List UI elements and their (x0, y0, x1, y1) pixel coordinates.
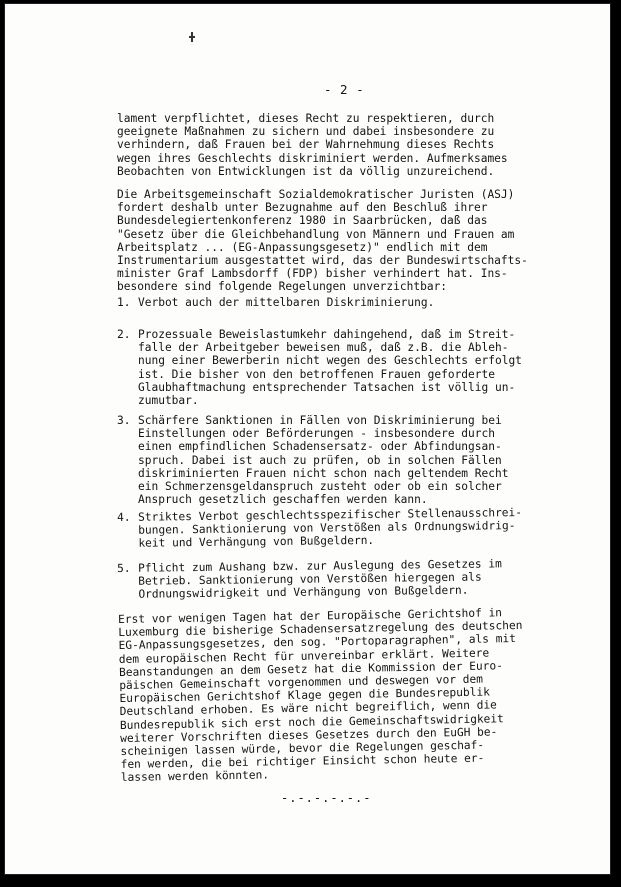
list-item-number: 5. (117, 561, 131, 575)
list-item-4 (117, 506, 558, 564)
list-item-number: 3. (117, 414, 131, 427)
list-item-text: Pflicht zum Aushang bzw. zur Auslegung des Gesetzes im Betrieb. Sanktionierung von Verstößen hiergegen als Ordnungswidrigkeit und Verhängung von Bußgeldern. (137, 557, 502, 602)
end-mark: -.-.-.-.-.- (281, 791, 372, 805)
list-item-number: 4. (117, 510, 131, 524)
list-item-3 (117, 414, 557, 507)
list-item-text: Verbot auch der mittelbaren Diskriminierung. (138, 296, 435, 309)
asj-paragraph: Die Arbeitsgemeinschaft Sozialdemokratischer Juristen (ASJ) fordert deshalb unter Bezugnahme auf den Beschluß ihrer Bundesdelegiertenkonferenz 1980 in Saarbrücken, daß das "Gesetz über die Gleichbehandlung von Männern und Frauen am Arbeitsplatz ... (EG-Anpassungsgesetz)" endlich mit dem Instrumentarium ausgestattet wird, das der Bundeswirtschafts- minister Graf Lambsdorff (FDP) bisher verhindert hat. Ins- besondere sind folgende Regelungen unverzichtbar: (117, 188, 528, 294)
list-item-text: Schärfere Sanktionen in Fällen von Diskriminierung bei Einstellungen oder Beförderungen - insbesondere durch einen empfindlichen Schadensersatz- oder Abfindungsan- spruch. Dabei ist auch zu prüfen, ob in solchen Fällen diskriminierten Frauen nicht schon nach geltendem Recht ein Schmerzensgeldanspruch zusteht oder ob ein solcher Anspruch gesetzlich geschaffen werden kann. (138, 414, 509, 507)
list-item-2 (117, 328, 557, 408)
document-page (4, 3, 611, 875)
closing-paragraph: Erst vor wenigen Tagen hat der Europäische Gerichtshof in Luxemburg die bisherige Schadensersatzregelung des deutschen EG-Anpassungsgesetzes, den sog. "Portoparagraphen", als mit dem europäischen Recht für unvereinbar erklärt. Weitere Beanstandungen an dem Gesetz hat die Kommission der Euro- päischen Gemeinschaft vorgenommen und deswegen vor dem Europäischen Gerichtshof Klage gegen die Bundesrepublik Deutschland erhoben. Es wäre nicht begreiflich, wenn die Bundesrepublik sich erst noch die Gemeinschaftswidrigkeit weiterer Vorschriften dieses Gesetzes durch den EuGH be- scheinigen lassen würde, bevor die Regelungen geschaf- fen werden, die bei richtiger Einsicht schon heute er- lassen werden könnten. (118, 606, 523, 785)
intro-paragraph: lament verpflichtet, dieses Recht zu respektieren, durch geeignete Maßnahmen zu sichern und dabei insbesondere zu verhindern, daß Frauen bei der Wahrnehmung dieses Rechts wegen ihres Geschlechts diskriminiert werden. Aufmerksames Beobachten von Entwicklungen ist da völlig unzureichend. (117, 112, 508, 178)
list-item-number: 1. (117, 296, 131, 309)
list-item-number: 2. (117, 328, 131, 341)
list-item-text: Prozessuale Beweislastumkehr dahingehend, daß im Streit- falle der Arbeitgeber beweisen muß, daß z.B. die Ableh- nung einer Bewerberin nicht wegen des Geschlechts erfolgt ist. Die bisher von den betroffenen Frauen geforderte Glaubhaftmachung entsprechender Tatsachen ist völlig un- zumutbar. (138, 328, 522, 408)
page-number: - 2 - (324, 82, 365, 97)
list-item-text: Striktes Verbot geschlechtsspezifischer Stellenausschrei- bungen. Sanktionierung von Verstößen als Ordnungswidrig- keit und Verhängung von Bußgeldern. (137, 506, 523, 551)
punch-mark-icon (189, 32, 195, 42)
